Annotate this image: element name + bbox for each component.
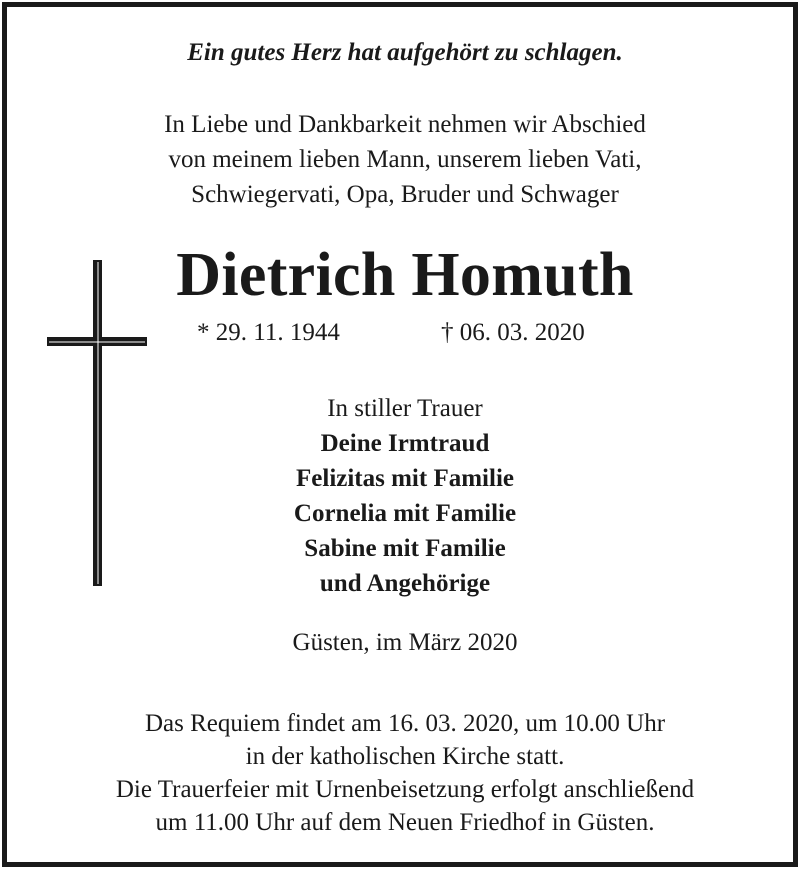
service-line: um 11.00 Uhr auf dem Neuen Friedhof in Güsten. (155, 809, 655, 836)
mourners-heading: In stiller Trauer (327, 395, 483, 422)
service-line: Das Requiem findet am 16. 03. 2020, um 10.00 Uhr (144, 710, 666, 737)
service-line: Die Trauerfeier mit Urnenbeisetzung erfolgt anschließend (115, 776, 695, 803)
mourner-name: und Angehörige (319, 570, 491, 597)
intro-line: von meinem lieben Mann, unserem lieben Vati, (168, 146, 642, 173)
service-info (7, 707, 800, 839)
intro-text (7, 107, 800, 212)
deceased-name: Dietrich Homuth (176, 241, 634, 309)
mourners-block (7, 391, 800, 601)
place-date: Güsten, im März 2020 (292, 629, 518, 656)
service-line: in der katholischen Kirche statt. (245, 743, 565, 770)
motto: Ein gutes Herz hat aufgehört zu schlagen. (187, 39, 623, 66)
mourner-name: Felizitas mit Familie (296, 465, 514, 492)
intro-line: In Liebe und Dankbarkeit nehmen wir Abschied (164, 111, 646, 138)
obituary-frame (2, 2, 798, 867)
intro-line: Schwiegervati, Opa, Bruder und Schwager (191, 181, 619, 208)
mourner-name: Deine Irmtraud (320, 430, 490, 457)
death-date: † 06. 03. 2020 (441, 319, 585, 346)
birth-date: * 29. 11. 1944 (197, 319, 340, 346)
mourner-name: Cornelia mit Familie (293, 500, 517, 527)
mourner-name: Sabine mit Familie (304, 535, 506, 562)
